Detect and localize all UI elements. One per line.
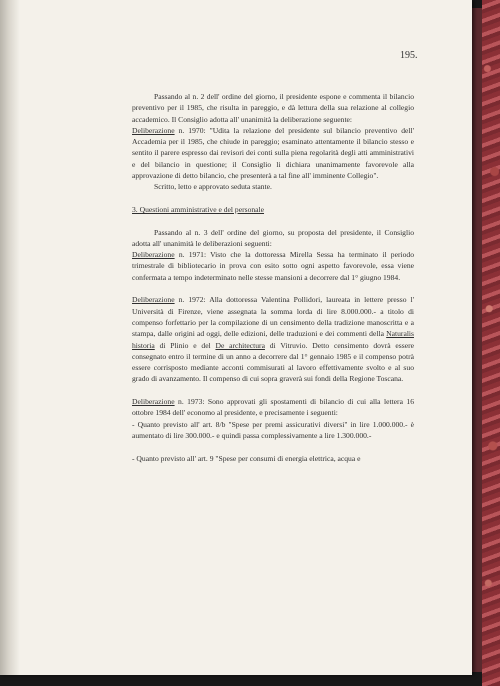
- paragraph-deliberazione-1973: [132, 396, 414, 419]
- text-segment: Passando al n. 3 dell' ordine del giorno, su proposta del presidente, il Consiglio adotta all' unanimità le deliberazioni seguenti:: [132, 227, 414, 248]
- paragraph-deliberazione-1970: [132, 125, 414, 181]
- paragraph-deliberazione-1971: [132, 249, 414, 283]
- text-segment: di Plinio e del: [154, 340, 216, 350]
- paragraph-intro-bilancio: [132, 91, 414, 125]
- text-segment: - Quanto previsto all' art. 9 "Spese per consumi di energia elettrica, acqua e: [132, 453, 361, 463]
- text-segment: n. 1970: "Udita la relazione del presidente sul bilancio preventivo dell' Accademia per il 1985, che chiude in pareggio; esaminato attentamente il bilancio stesso e sentito il parere espresso dai revisori dei conti sulla piena regolarità degli atti amministrativi e del bilancio in questione; il Consiglio li dichiara unanimamente favorevole alla approvazione di detto bilancio, che presenterà a tal fine all' imminente Collegio".: [132, 125, 414, 181]
- paragraph-intro-personale: [132, 227, 414, 250]
- underlined-text: 3. Questioni amministrative e del personale: [132, 204, 265, 214]
- text-segment: n. 1973: Sono approvati gli spostamenti di bilancio di cui alla lettera 16 ottobre 1984 dell' economo al presidente, e precisamente i seguenti:: [132, 397, 414, 418]
- document-body: [132, 91, 414, 464]
- paragraph-item-art-8b: [132, 419, 414, 442]
- text-segment: n. 1972: Alla dottoressa Valentina Pollidori, laureata in lettere presso l' Università di Firenze, viene assegnata la somma lorda di lire 8.000.000.- a titolo di compenso forfettario per la compilazione di un censimento della tradizione manoscritta e a stampa, dalle origini ad oggi, delle edizioni, delle traduzioni e dei commenti della: [132, 295, 414, 339]
- spacer: [132, 215, 414, 226]
- paragraph-deliberazione-1972: [132, 294, 414, 384]
- spacer: [132, 441, 414, 452]
- page-number: 195.: [400, 50, 418, 61]
- spacer: [132, 283, 414, 294]
- paragraph-item-art-9: [132, 453, 414, 464]
- marbled-endpaper: [482, 0, 500, 686]
- text-segment: di Vitruvio. Detto censimento dovrà essere consegnato entro il termine di un anno a decorrere dal 1° gennaio 1985 e il compenso potrà essere corrisposto mediante acconti commisurati al lavoro effettivamente svolto e al suo grado di avanzamento. Il compenso di cui sopra graverà sui fondi della Regione Toscana.: [132, 340, 414, 384]
- page-gutter-shadow: [0, 0, 20, 675]
- underlined-text: Deliberazione: [132, 295, 175, 305]
- spacer: [132, 193, 414, 204]
- underlined-text: Deliberazione: [132, 397, 175, 407]
- text-segment: Scritto, letto e approvato seduta stante.: [154, 182, 272, 192]
- spacer: [132, 385, 414, 396]
- section-heading: [132, 204, 414, 215]
- underlined-text: Naturalis historia: [132, 329, 414, 350]
- underlined-text: Deliberazione: [132, 250, 175, 260]
- text-segment: Passando al n. 2 dell' ordine del giorno, il presidente espone e commenta il bilancio preventivo per il 1985, che risulta in pareggio, e dà lettura della sua relazione al collegio accademico. Il Consiglio adotta all' unanimità la deliberazione seguente:: [132, 92, 414, 124]
- text-segment: n. 1971: Visto che la dottoressa Mirella Sessa ha terminato il periodo trimestrale di bibliotecario in prova con esito sotto ogni aspetto favorevole, essa viene confermata a tempo indeterminato nelle stesse mansioni a decorrere dal 1° giugno 1984.: [132, 250, 414, 282]
- underlined-text: De architectura: [215, 340, 265, 350]
- text-segment: - Quanto previsto all' art. 8/b "Spese per premi assicurativi diversi" in lire 1.000.000.- è aumentato di lire 300.000.- e quindi passa complessivamente a lire 1.300.000.-: [132, 419, 414, 440]
- underlined-text: Deliberazione: [132, 125, 175, 135]
- paragraph-approval: [132, 181, 414, 192]
